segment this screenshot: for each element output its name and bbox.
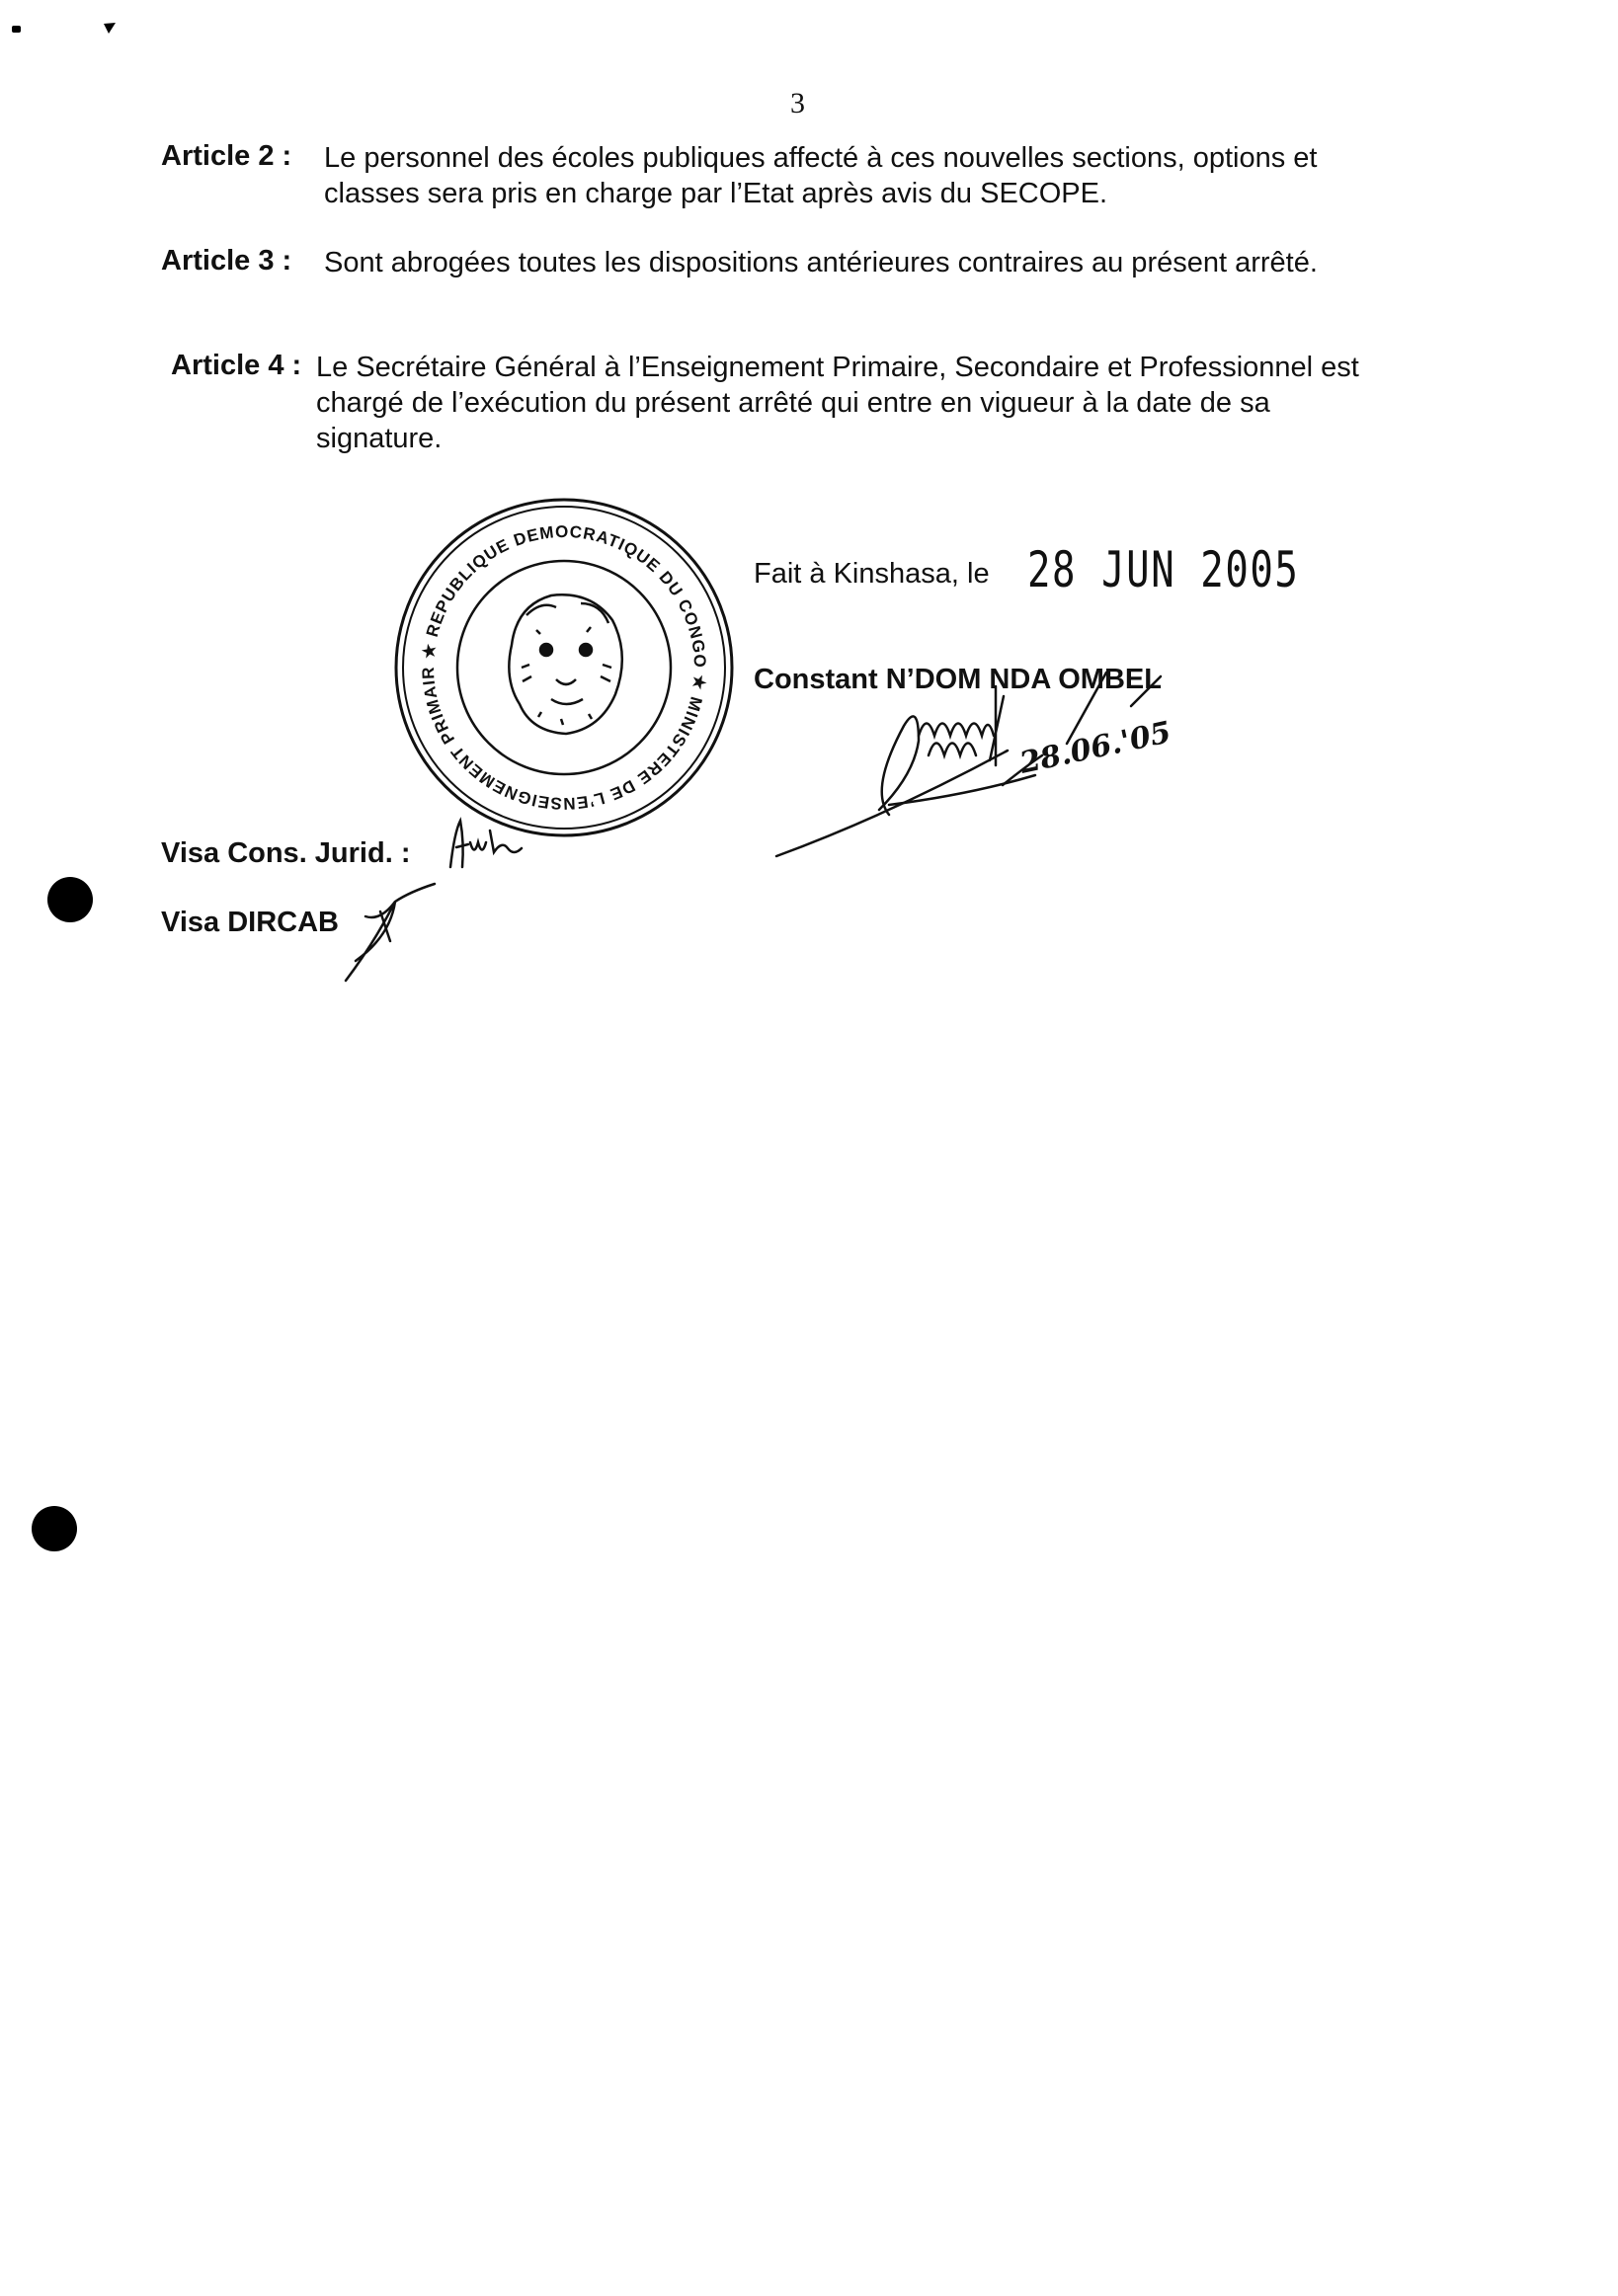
article-line: chargé de l’exécution du présent arrêté qui entre en vigueur à la date de sa [316, 387, 1270, 419]
signature-date-annotation: 28.06.'05 [1016, 715, 1174, 781]
article-line: classes sera pris en charge par l’Etat après avis du SECOPE. [324, 178, 1108, 209]
date-stamp: 28 JUN 2005 [1027, 541, 1300, 598]
article-text [324, 245, 1318, 280]
initials-graphic [443, 813, 531, 872]
visa-legal-counsel: Visa Cons. Jurid. : [161, 837, 411, 869]
signatory-name: Constant N’DOM NDA OMBEL [754, 664, 1162, 695]
visa-legal-initials [443, 813, 531, 877]
place-date: Fait à Kinshasa, le [754, 558, 990, 590]
seal-inscription: ★ REPUBLIQUE DEMOCRATIQUE DU CONGO ★ MINISTERE DE L’ENSEIGNEMENT PRIMAIRE, SECONDAIRE ET PROFESSIONNEL [385, 482, 710, 814]
article-label: Article 2 : [161, 140, 292, 172]
signature-graphic [770, 667, 1235, 864]
article-text [324, 140, 1317, 211]
visa-cabinet-initials [336, 882, 445, 995]
scan-mark [103, 22, 117, 40]
article-label: Article 4 : [171, 350, 302, 381]
article-label: Article 3 : [161, 245, 292, 277]
minister-signature [770, 667, 1235, 864]
article-line: signature. [316, 423, 443, 454]
punch-hole [32, 1506, 77, 1551]
official-seal [385, 482, 735, 838]
article-text [316, 350, 1359, 456]
visa-cabinet-director: Visa DIRCAB [161, 907, 339, 938]
punch-hole [47, 877, 93, 922]
article-line: Sont abrogées toutes les dispositions antérieures contraires au présent arrêté. [324, 247, 1318, 278]
leopard-emblem-icon [509, 594, 621, 734]
page-number: 3 [790, 87, 805, 119]
article-line: Le personnel des écoles publiques affecté à ces nouvelles sections, options et [324, 142, 1318, 174]
article-line: Le Secrétaire Général à l’Enseignement Primaire, Secondaire et Professionnel est [316, 352, 1359, 383]
seal-graphic [385, 482, 735, 838]
scan-mark [12, 26, 21, 33]
initials-graphic [336, 882, 445, 990]
